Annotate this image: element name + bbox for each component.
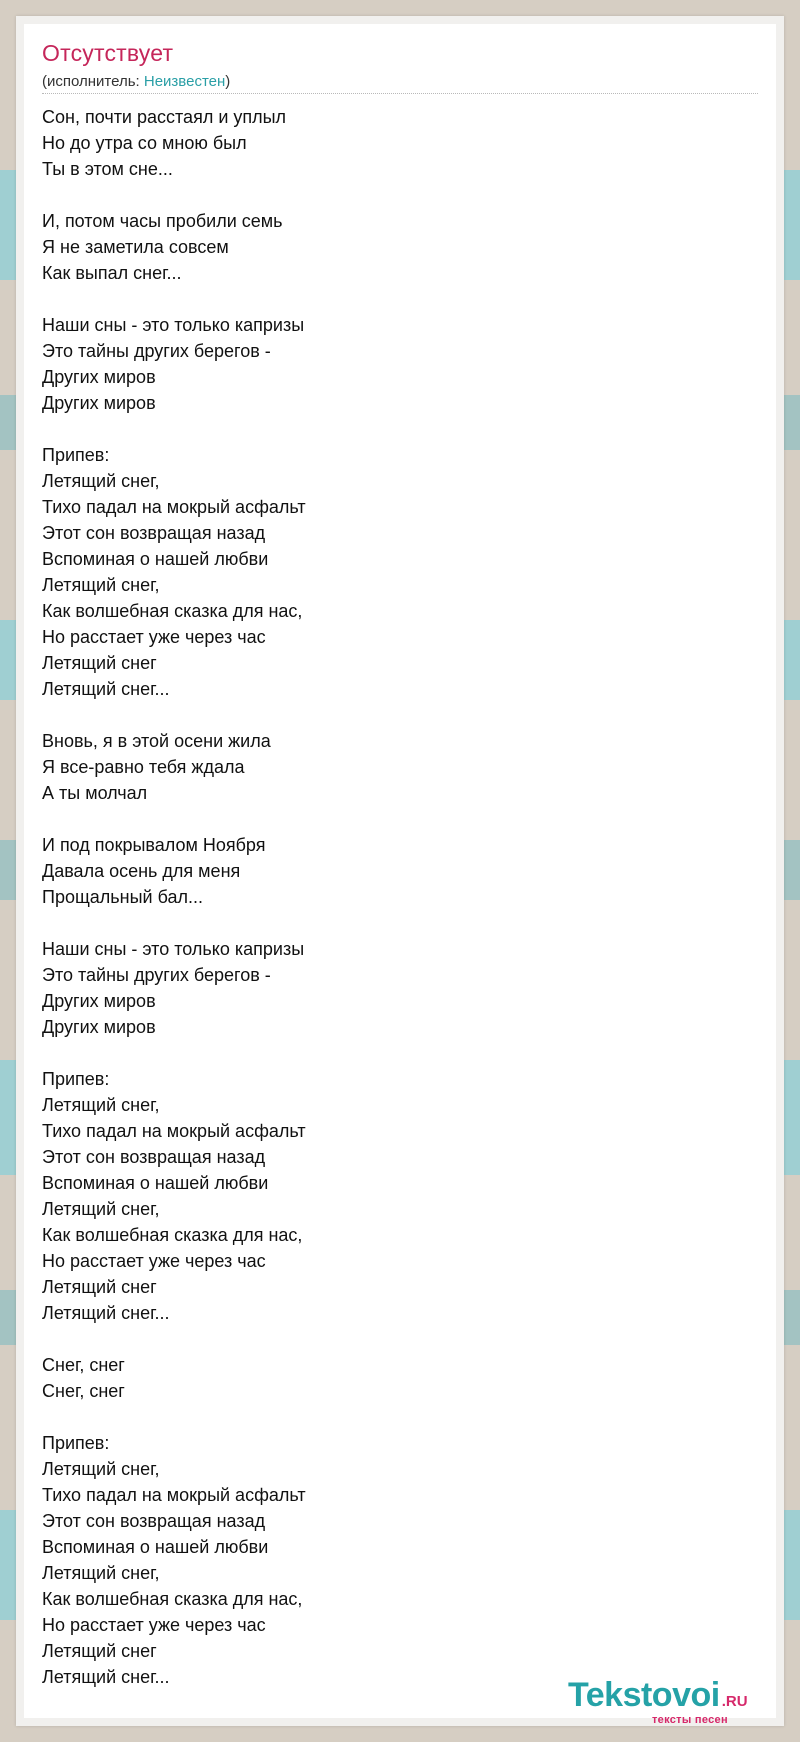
- lyric-line: Как волшебная сказка для нас,: [42, 1589, 303, 1609]
- artist-link[interactable]: Неизвестен: [143, 73, 226, 90]
- lyric-line: Летящий снег,: [42, 1199, 160, 1219]
- lyric-line: Тихо падал на мокрый асфальт: [42, 1485, 306, 1505]
- lyric-line: Летящий снег: [42, 1277, 157, 1297]
- lyric-line: Летящий снег,: [42, 471, 160, 491]
- lyric-stanza: [42, 832, 742, 910]
- lyric-line: Этот сон возвращая назад: [42, 1511, 266, 1531]
- lyric-line: И, потом часы пробили семь: [42, 211, 283, 231]
- site-logo[interactable]: [568, 1676, 748, 1715]
- lyric-line: Этот сон возвращая назад: [42, 523, 266, 543]
- lyric-line: Прощальный бал...: [42, 887, 204, 907]
- lyric-line: Летящий снег...: [42, 1303, 170, 1323]
- lyric-line: Но расстает уже через час: [42, 1251, 266, 1271]
- lyric-stanza: [42, 728, 742, 806]
- lyric-line: Это тайны других берегов -: [42, 965, 271, 985]
- lyric-line: Снег, снег: [42, 1381, 125, 1401]
- lyric-stanza: [42, 936, 742, 1040]
- lyric-line: Других миров: [42, 1017, 156, 1037]
- lyric-line: Давала осень для меня: [42, 861, 241, 881]
- lyric-stanza: [42, 1352, 742, 1404]
- lyric-line: Других миров: [42, 393, 156, 413]
- lyric-stanza: [42, 208, 742, 286]
- lyric-line: Как выпал снег...: [42, 263, 182, 283]
- logo-name: Tekstovoi: [568, 1676, 720, 1714]
- lyric-line: Летящий снег: [42, 653, 157, 673]
- lyric-line: Летящий снег: [42, 1641, 157, 1661]
- lyric-line: Летящий снег,: [42, 1563, 160, 1583]
- lyric-line: Снег, снег: [42, 1355, 125, 1375]
- lyric-stanza: [42, 1430, 742, 1690]
- lyric-line: Я все-равно тебя ждала: [42, 757, 245, 777]
- lyric-line: Припев:: [42, 1433, 110, 1453]
- artist-prefix: (исполнитель:: [42, 73, 144, 90]
- song-title: Отсутствует: [42, 40, 174, 66]
- lyric-stanza: [42, 1066, 742, 1326]
- title-divider: [42, 93, 758, 94]
- lyric-line: Тихо падал на мокрый асфальт: [42, 1121, 306, 1141]
- lyric-line: Летящий снег,: [42, 1095, 160, 1115]
- lyric-line: Вспоминая о нашей любви: [42, 549, 269, 569]
- lyric-line: Вспоминая о нашей любви: [42, 1537, 269, 1557]
- artist-suffix: ): [225, 73, 231, 90]
- lyric-stanza: [42, 442, 742, 702]
- lyric-line: Вспоминая о нашей любви: [42, 1173, 269, 1193]
- lyric-line: Этот сон возвращая назад: [42, 1147, 266, 1167]
- lyric-line: И под покрывалом Ноября: [42, 835, 266, 855]
- lyric-line: Других миров: [42, 991, 156, 1011]
- lyric-line: Припев:: [42, 1069, 110, 1089]
- lyric-line: А ты молчал: [42, 783, 148, 803]
- lyric-line: Я не заметила совсем: [42, 237, 229, 257]
- lyric-line: Сон, почти расстаял и уплыл: [42, 107, 287, 127]
- lyric-stanza: [42, 104, 742, 182]
- lyric-line: Других миров: [42, 367, 156, 387]
- lyric-line: Как волшебная сказка для нас,: [42, 1225, 303, 1245]
- lyric-stanza: [42, 312, 742, 416]
- lyric-line: Ты в этом сне...: [42, 159, 173, 179]
- lyric-line: Тихо падал на мокрый асфальт: [42, 497, 306, 517]
- lyric-line: Летящий снег...: [42, 1667, 170, 1687]
- lyric-line: Вновь, я в этой осени жила: [42, 731, 271, 751]
- logo-tld: .RU: [721, 1693, 748, 1710]
- lyric-line: Но расстает уже через час: [42, 627, 266, 647]
- lyric-line: Но расстает уже через час: [42, 1615, 266, 1635]
- artist-line: [42, 73, 230, 90]
- lyric-line: Как волшебная сказка для нас,: [42, 601, 303, 621]
- lyric-line: Наши сны - это только капризы: [42, 939, 305, 959]
- lyric-line: Летящий снег...: [42, 679, 170, 699]
- lyrics-body: [42, 104, 742, 1716]
- lyric-line: Но до утра со мною был: [42, 133, 247, 153]
- logo-tagline: тексты песен: [652, 1714, 728, 1726]
- lyric-line: Летящий снег,: [42, 1459, 160, 1479]
- lyric-line: Припев:: [42, 445, 110, 465]
- lyric-line: Летящий снег,: [42, 575, 160, 595]
- lyric-line: Наши сны - это только капризы: [42, 315, 305, 335]
- lyric-line: Это тайны других берегов -: [42, 341, 271, 361]
